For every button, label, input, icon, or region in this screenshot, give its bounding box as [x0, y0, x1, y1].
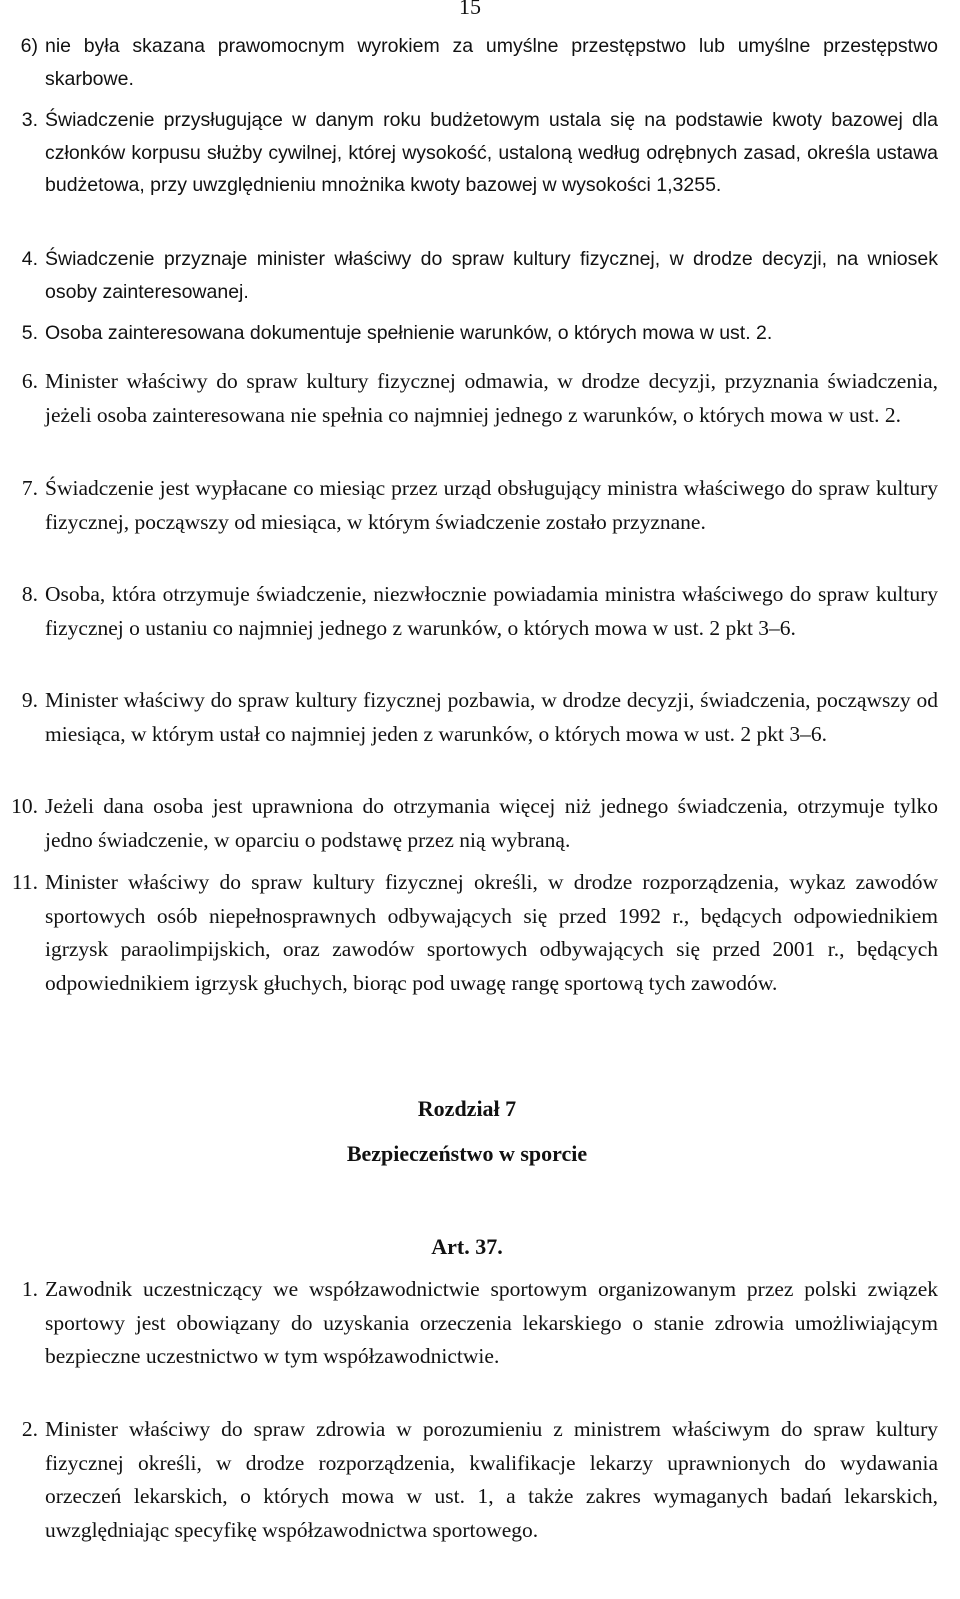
item-number: 7.	[21, 476, 38, 500]
item-text: Świadczenie przysługujące w danym roku budżetowym ustala się na podstawie kwoty bazowej dla członków korpusu służby cywilnej, której wysokość, ustaloną według odrębnych zasad, określa ustawa budżetowa, przy uwzględnieniu mnożnika kwoty bazowej w wysokości 1,3255.	[45, 109, 938, 196]
item-text: Zawodnik uczestniczący we współzawodnictwie sportowym organizowanym przez polski związek sportowy jest obowiązany do uzyskania orzeczenia lekarskiego o stanie zdrowia umożliwiającym bezpieczne uczestnictwo w tym współzawodnictwie.	[45, 1277, 938, 1368]
chapter-title: Rozdział 7	[417, 1096, 517, 1121]
chapter-subtitle: Bezpieczeństwo w sporcie	[346, 1141, 588, 1166]
item-text: Minister właściwy do spraw kultury fizycznej odmawia, w drodze decyzji, przyznania świadczenia, jeżeli osoba zainteresowana nie spełnia co najmniej jednego z warunków, o których mowa w ust. 2.	[45, 369, 938, 427]
item-number: 2.	[21, 1417, 38, 1441]
item-text: Osoba, która otrzymuje świadczenie, niezwłocznie powiadamia ministra właściwego do spraw kultury fizycznej o ustaniu co najmniej jednego z warunków, o których mowa w ust. 2 pkt 3–6.	[45, 582, 938, 640]
item-number: 11.	[11, 870, 38, 894]
item-number: 6)	[20, 35, 38, 57]
item-text: Świadczenie przyznaje minister właściwy do spraw kultury fizycznej, w drodze decyzji, na wniosek osoby zainteresowanej.	[45, 248, 938, 303]
item-text: nie była skazana prawomocnym wyrokiem za umyślne przestępstwo lub umyślne przestępstwo skarbowe.	[45, 35, 938, 90]
item-text: Jeżeli dana osoba jest uprawniona do otrzymania więcej niż jednego świadczenia, otrzymuje tylko jedno świadczenie, w oparciu o podstawę przez nią wybraną.	[45, 794, 938, 852]
item-number: 1.	[21, 1277, 38, 1301]
item-number: 8.	[21, 582, 38, 606]
item-text: Minister właściwy do spraw kultury fizycznej pozbawia, w drodze decyzji, świadczenia, począwszy od miesiąca, w którym ustał co najmniej jeden z warunków, o których mowa w ust. 2 pkt 3–6.	[45, 688, 938, 746]
item-number: 3.	[21, 109, 38, 131]
item-text: Minister właściwy do spraw kultury fizycznej określi, w drodze rozporządzenia, wykaz zawodów sportowych osób niepełnosprawnych odbywających się przed 1992 r., będących odpowiednikiem igrzysk paraolimpijskich, oraz zawodów sportowych odbywających się przed 2001 r., będących odpowiednikiem igrzysk głuchych, biorąc pod uwagę rangę sportową tych zawodów.	[45, 870, 938, 995]
item-text: Świadczenie jest wypłacane co miesiąc przez urząd obsługujący ministra właściwego do spraw kultury fizycznej, począwszy od miesiąca, w którym świadczenie zostało przyznane.	[45, 476, 938, 534]
item-text: Osoba zainteresowana dokumentuje spełnienie warunków, o których mowa w ust. 2.	[45, 322, 773, 344]
item-number: 5.	[21, 322, 38, 344]
item-number: 10.	[11, 794, 38, 818]
item-number: 6.	[21, 369, 38, 393]
item-number: 9.	[21, 688, 38, 712]
item-text: Minister właściwy do spraw zdrowia w porozumieniu z ministrem właściwym do spraw kultury fizycznej określi, w drodze rozporządzenia, kwalifikacje lekarzy uprawnionych do wydawania orzeczeń lekarskich, o których mowa w ust. 1, a także zakres wymaganych badań lekarskich, uwzględniając specyfikę współzawodnictwa sportowego.	[45, 1417, 938, 1542]
page-number: 15	[459, 0, 481, 19]
article-label: Art. 37.	[431, 1234, 503, 1259]
item-number: 4.	[21, 248, 38, 270]
